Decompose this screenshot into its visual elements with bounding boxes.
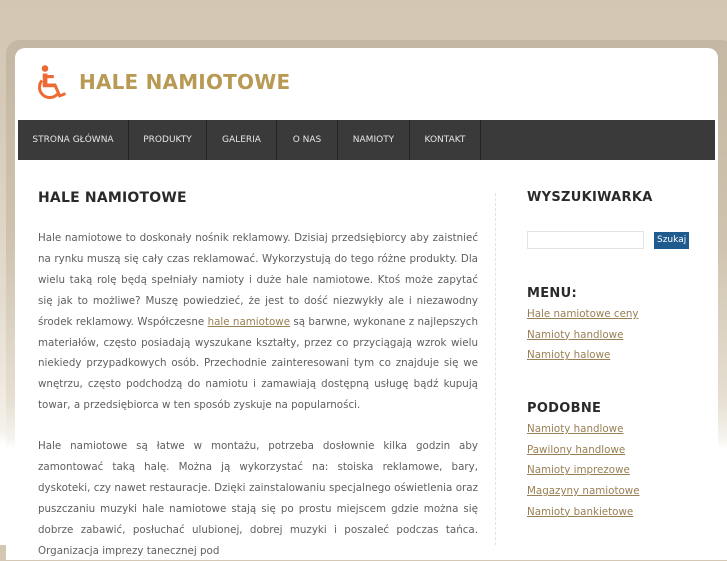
wheelchair-icon[interactable] xyxy=(36,64,72,102)
page-title: HALE NAMIOTOWE xyxy=(38,190,187,206)
search-button[interactable]: Szukaj xyxy=(654,232,689,249)
menu-link-namioty-handlowe[interactable]: Namioty handlowe xyxy=(527,328,624,341)
similar-link-namioty-bankietowe[interactable]: Namioty bankietowe xyxy=(527,505,634,518)
sidebar xyxy=(527,190,707,518)
nav-item-gallery[interactable]: GALERIA xyxy=(207,120,277,160)
hale-namiotowe-link[interactable]: hale namiotowe xyxy=(207,315,291,328)
nav-item-home[interactable]: STRONA GŁÓWNA xyxy=(18,120,129,160)
similar-link-pawilony-handlowe[interactable]: Pawilony handlowe xyxy=(527,443,626,456)
nav-item-products[interactable]: PRODUKTY xyxy=(129,120,207,160)
similar-widget xyxy=(527,401,707,523)
similar-link-namioty-imprezowe[interactable]: Namioty imprezowe xyxy=(527,464,630,477)
menu-link-hale-namiotowe-ceny[interactable]: Hale namiotowe ceny xyxy=(527,308,639,320)
menu-link-namioty-halowe[interactable]: Namioty halowe xyxy=(527,349,611,362)
menu-widget-title: MENU: xyxy=(527,286,577,301)
nav-item-about[interactable]: O NAS xyxy=(277,120,338,160)
site-title[interactable]: HALE NAMIOTOWE xyxy=(79,70,291,94)
paragraph-2: Hale namiotowe są łatwe w montażu, potrzeba dosłownie kilka godzin aby zamontować taką halę. Można ją wykorzystać na: stoiska reklamowe, bary, dyskoteki, czy nawet restauracje. Dzięki zainstalowaniu specjalnego oświetlenia oraz puszczaniu muzyki hale namiotowe stają się po prostu miejscem gdzie można się dobrze zabawić, posłuchać ulubionej, dobrej muzyki i poszaleć podczas tańca. Organizacja imprezy tanecznej pod xyxy=(38,440,478,557)
main-nav xyxy=(18,120,715,160)
nav-item-tents[interactable]: NAMIOTY xyxy=(338,120,410,160)
nav-item-contact[interactable]: KONTAKT xyxy=(410,120,481,160)
similar-link-magazyny-namiotowe[interactable]: Magazyny namiotowe xyxy=(527,485,640,498)
search-widget-title: WYSZUKIWARKA xyxy=(527,190,653,205)
search-form xyxy=(527,231,689,249)
paragraph-1-text-a: Hale namiotowe to doskonały nośnik reklamowy. Dzisiaj przedsiębiorcy aby zaistnieć na rynku muszą się cały czas reklamować. Wykorzystują do tego różne produkty. Dla wielu taką rolę będą spełniały namioty i duże hale namiotowe. Ktoś może zapytać się jak to możliwe? Muszę powiedzieć, że jest to dość niezwykły ale i niezawodny środek reklamowy. Współczesne xyxy=(38,232,478,328)
main-content xyxy=(38,190,478,557)
menu-widget xyxy=(527,286,707,366)
column-divider xyxy=(495,193,496,545)
similar-widget-title: PODOBNE xyxy=(527,401,602,416)
search-input[interactable] xyxy=(527,231,644,249)
paragraph-1-text-b: są barwne, wykonane z najlepszych materiałów, często posiadają wyszukane kształty, przez co przyciągają wzrok wielu niekiedy przypadkowych osób. Przechodnie zainteresowani tym co znajduje się we wnętrzu, często podchodzą do namiotu i zamawiają dostępną usługę bądź kupują towar, a przedsiębiorca w ten sposób zyskuje na popularności. xyxy=(38,315,478,412)
similar-link-namioty-handlowe[interactable]: Namioty handlowe xyxy=(527,423,624,435)
paragraph-1 xyxy=(38,228,478,416)
